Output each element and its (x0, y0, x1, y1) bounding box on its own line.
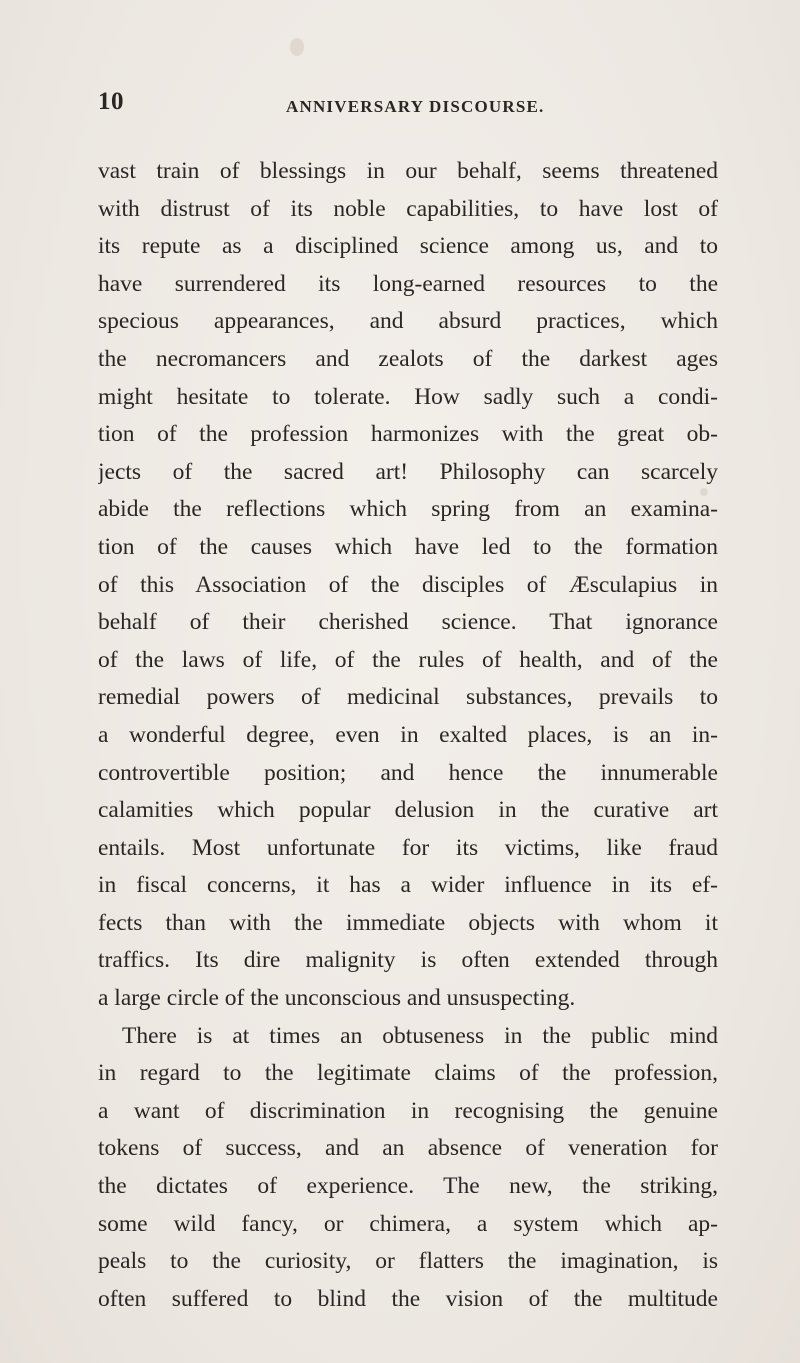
text-line: tokens of success, and an absence of veneration for (98, 1135, 718, 1162)
text-line: have surrendered its long-earned resources to the (98, 270, 718, 297)
text-line: vast train of blessings in our behalf, seems threatened (98, 158, 718, 184)
text-line: tion of the profession harmonizes with the great ob- (98, 421, 718, 448)
text-line: of the laws of life, of the rules of health, and of the (98, 646, 718, 673)
text-line: a want of discrimination in recognising the genuine (98, 1097, 718, 1124)
text-line: remedial powers of medicinal substances, prevails to (98, 684, 718, 711)
text-line: specious appearances, and absurd practices, which (98, 308, 718, 335)
body-text (98, 153, 718, 1318)
text-line: the dictates of experience. The new, the striking, (98, 1173, 718, 1200)
text-line: abide the reflections which spring from an examina- (98, 496, 718, 523)
text-line: in regard to the legitimate claims of the profession, (98, 1060, 718, 1087)
text-line: some wild fancy, or chimera, a system which ap- (98, 1210, 718, 1237)
text-line: controvertible position; and hence the innumerable (98, 759, 718, 786)
text-line: in fiscal concerns, it has a wider influence in its ef- (98, 872, 718, 899)
text-line: a large circle of the unconscious and unsuspecting. (98, 985, 576, 1012)
text-line: calamities which popular delusion in the curative art (98, 797, 718, 824)
text-line: often suffered to blind the vision of the multitude (98, 1285, 718, 1312)
text-line: behalf of their cherished science. That ignorance (98, 609, 718, 636)
text-line: jects of the sacred art! Philosophy can scarcely (98, 458, 718, 485)
text-line: might hesitate to tolerate. How sadly such a condi- (98, 383, 718, 410)
running-head: ANNIVERSARY DISCOURSE. (286, 97, 545, 116)
paper-stain (290, 38, 304, 56)
text-line: the necromancers and zealots of the darkest ages (98, 345, 718, 372)
text-line: its repute as a disciplined science among us, and to (98, 233, 718, 260)
text-line: a wonderful degree, even in exalted places, is an in- (98, 721, 718, 748)
text-line: fects than with the immediate objects with whom it (98, 909, 718, 936)
text-line: with distrust of its noble capabilities, to have lost of (98, 195, 718, 222)
text-line: tion of the causes which have led to the formation (98, 533, 718, 560)
text-line: There is at times an obtuseness in the public mind (122, 1022, 718, 1049)
text-line: traffics. Its dire malignity is often extended through (98, 947, 718, 974)
text-line: peals to the curiosity, or flatters the imagination, is (98, 1248, 718, 1275)
text-line: entails. Most unfortunate for its victims, like fraud (98, 834, 718, 861)
page-header (98, 88, 718, 128)
text-line: of this Association of the disciples of Æsculapius in (98, 571, 718, 598)
page-number: 10 (98, 88, 124, 115)
